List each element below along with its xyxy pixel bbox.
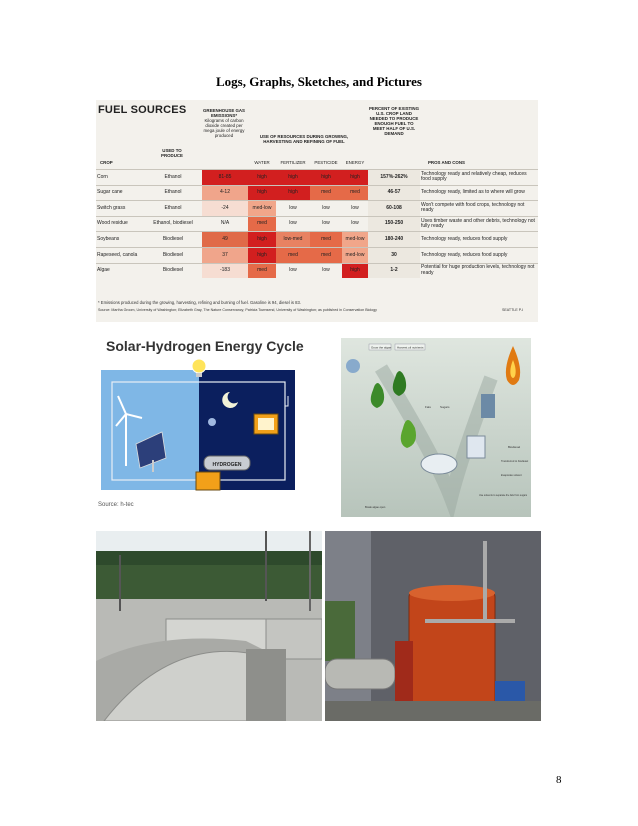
cell-used: Ethanol <box>144 185 202 201</box>
cell-pesticide: med <box>310 185 342 201</box>
cell-water: high <box>248 247 276 263</box>
cell-pesticide: low <box>310 263 342 278</box>
cell-fertilizer: low <box>276 201 310 217</box>
cell-pesticide: med <box>310 247 342 263</box>
header-ghg <box>202 108 246 138</box>
cell-ghg: 37 <box>202 247 248 263</box>
table-row <box>96 170 538 186</box>
cell-energy: high <box>342 170 368 186</box>
table-row <box>96 247 538 263</box>
cell-crop: Corn <box>96 170 144 186</box>
header-fertilizer: FERTILIZER <box>280 160 306 165</box>
header-energy: ENERGY <box>345 160 365 165</box>
day-background <box>101 370 199 490</box>
header-resources: USE OF RESOURCES DURING GROWING, HARVESTING AND REFINING OF FUEL <box>259 134 349 144</box>
cell-demand: 1-2 <box>368 263 420 278</box>
cell-demand: 150-250 <box>368 216 420 232</box>
hydrogen-tank-icon <box>204 456 250 470</box>
cell-used: Ethanol, biodiesel <box>144 216 202 232</box>
cell-pesticide: low <box>310 216 342 232</box>
header-ghg-title: GREENHOUSE GAS EMISSIONS* <box>203 108 245 118</box>
cell-pesticide: high <box>310 170 342 186</box>
header-pesticide: PESTICIDE <box>314 160 338 165</box>
cell-demand: 157%-262% <box>368 170 420 186</box>
header-demand: PERCENT OF EXISTING U.S. CROP LAND NEEDED TO PRODUCE ENOUGH FUEL TO MEET HALF OF U.S. DEMAND <box>369 106 420 136</box>
table-row <box>96 232 538 248</box>
header-pros: PROS AND CONS <box>428 160 465 165</box>
cell-energy: low <box>342 216 368 232</box>
cell-ghg: -183 <box>202 263 248 278</box>
cell-fertilizer: high <box>276 185 310 201</box>
cell-pesticide: med <box>310 232 342 248</box>
cell-crop: Wood residue <box>96 216 144 232</box>
table-row <box>96 216 538 232</box>
cell-pros: Won't compete with food crops, technology not ready <box>420 201 538 217</box>
table-row <box>96 185 538 201</box>
cell-demand: 60-108 <box>368 201 420 217</box>
solar-cycle-illustration <box>98 336 313 498</box>
solar-source-note: Source: h-tec <box>98 502 134 508</box>
electrolyser-icon <box>196 472 220 490</box>
cell-pros: Technology ready and relatively cheap, reduces food supply <box>420 170 538 186</box>
cell-water: med-low <box>248 201 276 217</box>
algae-process-illustration <box>341 338 531 517</box>
cell-ghg: -24 <box>202 201 248 217</box>
cell-water: high <box>248 170 276 186</box>
page-title: Logs, Graphs, Sketches, and Pictures <box>216 74 422 89</box>
treatment-plant-illustration <box>96 531 322 721</box>
cell-demand: 46-57 <box>368 185 420 201</box>
step-harvest: Harvest oil nutrients <box>397 345 424 350</box>
cell-used: Ethanol <box>144 201 202 217</box>
cell-pros: Uses timber waste and other debris, technology not fully ready <box>420 216 538 232</box>
cell-crop: Sugar cane <box>96 185 144 201</box>
table-credit: SEATTLE P-I <box>502 308 524 312</box>
cell-used: Biodiesel <box>144 232 202 248</box>
label-evaporate: Evaporate solvent <box>501 474 522 477</box>
cell-pros: Technology ready, reduces food supply <box>420 247 538 263</box>
water-treatment-photo <box>96 531 322 721</box>
fuel-sources-table <box>96 100 538 322</box>
label-biodiesel: Biodiesel <box>508 445 521 449</box>
cell-water: high <box>248 185 276 201</box>
cell-crop: Switch grass <box>96 201 144 217</box>
cell-pros: Potential for huge production levels, technology not ready <box>420 263 538 278</box>
table-source: Source: Martha Groom, University of Washington; Elizabeth Gray, The Nature Conservancy; Patricia Townsend, University of Washington; as published in Conservation Biology <box>98 308 377 312</box>
cell-energy: low <box>342 201 368 217</box>
cell-crop: Soybeans <box>96 232 144 248</box>
header-used: USED TO PRODUCE <box>161 148 183 158</box>
cell-crop: Rapeseed, canola <box>96 247 144 263</box>
cell-demand: 30 <box>368 247 420 263</box>
solar-diagram-title: Solar-Hydrogen Energy Cycle <box>106 338 304 354</box>
cell-used: Biodiesel <box>144 263 202 278</box>
cell-fertilizer: med <box>276 247 310 263</box>
cell-ghg: 81-85 <box>202 170 248 186</box>
solar-hydrogen-diagram <box>98 336 313 516</box>
sun-bulb-icon <box>192 359 206 373</box>
cell-fertilizer: low-med <box>276 232 310 248</box>
fan-icon <box>208 418 216 426</box>
cell-energy: med-low <box>342 232 368 248</box>
label-break: Break algae open <box>365 506 386 509</box>
fuel-cell-icon <box>254 414 278 434</box>
bulb-base <box>196 373 202 377</box>
hydrogen-label: HYDROGEN <box>212 462 242 468</box>
page-number: 8 <box>556 774 562 786</box>
header-water: WATER <box>254 160 270 165</box>
label-sugars: Sugars <box>440 405 450 409</box>
label-fats: Fats <box>425 405 431 409</box>
cell-water: high <box>248 232 276 248</box>
cell-water: med <box>248 216 276 232</box>
cell-ghg: 4-12 <box>202 185 248 201</box>
algae-biodiesel-diagram <box>341 338 531 517</box>
cell-fertilizer: low <box>276 263 310 278</box>
cell-pros: Technology ready, limited as to where will grow <box>420 185 538 201</box>
cell-energy: med-low <box>342 247 368 263</box>
cell-used: Ethanol <box>144 170 202 186</box>
cell-used: Biodiesel <box>144 247 202 263</box>
table-row <box>96 201 538 217</box>
cell-energy: high <box>342 263 368 278</box>
cell-ghg: 49 <box>202 232 248 248</box>
cell-crop: Algae <box>96 263 144 278</box>
header-crop: CROP <box>100 160 113 165</box>
cell-fertilizer: high <box>276 170 310 186</box>
cell-water: med <box>248 263 276 278</box>
table-row <box>96 263 538 278</box>
cell-pros: Technology ready, reduces food supply <box>420 232 538 248</box>
header-ghg-sub: Kilograms of carbon dioxide created per mega joule of energy produced <box>203 118 245 138</box>
cell-demand: 180-240 <box>368 232 420 248</box>
sun-icon <box>346 359 360 373</box>
step-grow: Grow the algae <box>371 345 392 350</box>
cell-energy: med <box>342 185 368 201</box>
fuel-sources-title: FUEL SOURCES <box>98 104 187 116</box>
label-solvents: Use solvents to separate the fats from sugars <box>479 494 528 497</box>
cell-fertilizer: low <box>276 216 310 232</box>
table-footnote: * Emissions produced during the growing, harvesting, refining and burning of fuel. Gasoline is 94, diesel is 83. <box>98 300 301 305</box>
biodiesel-tank-photo <box>325 531 541 721</box>
cell-pesticide: low <box>310 201 342 217</box>
fuel-data-table <box>96 169 538 278</box>
tank-plant-illustration <box>325 531 541 721</box>
cell-ghg: N/A <box>202 216 248 232</box>
label-transferred: Transferred to biodiesel <box>501 460 529 463</box>
